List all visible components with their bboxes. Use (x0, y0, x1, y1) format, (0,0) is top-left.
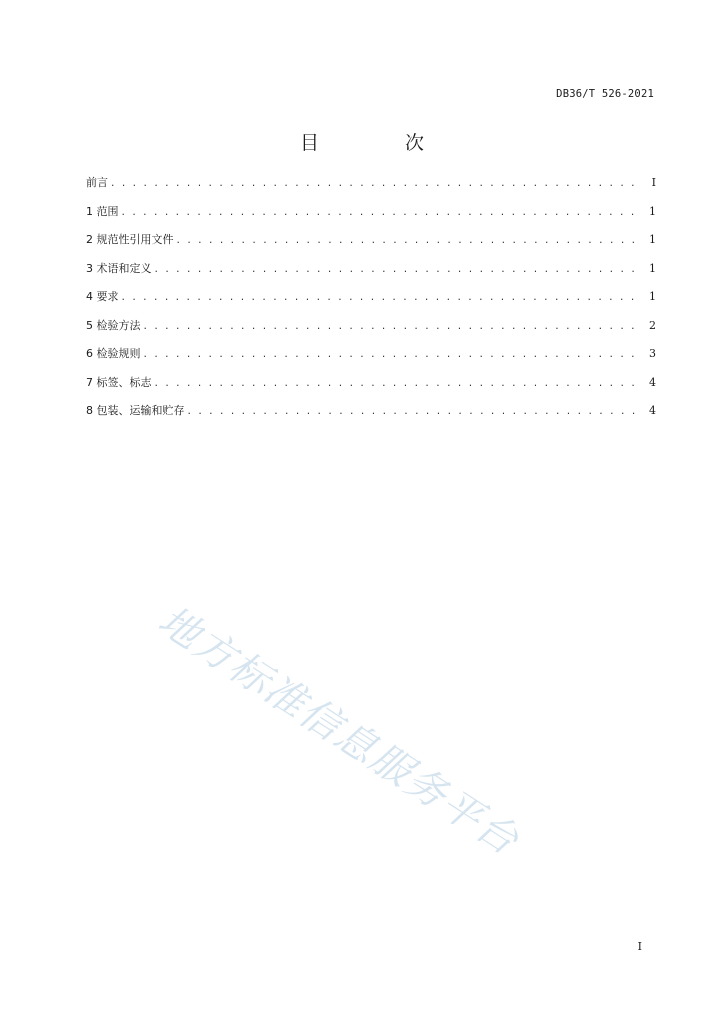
toc-entry-scope[interactable] (86, 205, 656, 234)
toc-entry-label: 8 包装、运输和贮存 (86, 404, 185, 417)
toc-entry-label: 前言 (86, 176, 108, 189)
toc-entry-labels-marks[interactable] (86, 376, 656, 405)
toc-entry-requirements[interactable] (86, 290, 656, 319)
toc-leader-dots (176, 234, 639, 248)
toc-leader-dots (143, 320, 639, 334)
toc-entry-label: 5 检验方法 (86, 318, 141, 332)
toc-title: 目 次 (299, 132, 465, 154)
toc-leader-dots (154, 377, 639, 391)
toc-entry-page: I (651, 176, 656, 189)
table-of-contents (86, 176, 656, 433)
watermark: 地方标准信息服务平台 (150, 597, 528, 865)
toc-entry-foreword[interactable] (86, 176, 656, 205)
toc-entry-label: 4 要求 (86, 290, 119, 303)
toc-leader-dots (154, 263, 639, 277)
toc-entry-label: 6 检验规则 (86, 347, 141, 360)
toc-entry-label: 2 规范性引用文件 (86, 233, 174, 246)
toc-leader-dots (121, 291, 639, 305)
toc-leader-dots (143, 348, 639, 362)
toc-entry-page: 4 (649, 404, 656, 417)
toc-entry-page: 1 (649, 204, 656, 218)
toc-entry-page: 1 (649, 290, 656, 303)
toc-leader-dots (110, 177, 638, 191)
toc-leader-dots (121, 206, 639, 220)
toc-entry-normative-references[interactable] (86, 233, 656, 262)
document-code: DB36/T 526-2021 (556, 88, 654, 100)
toc-entry-inspection-rules[interactable] (86, 347, 656, 376)
toc-entry-page: 1 (649, 233, 656, 246)
toc-entry-page: 2 (649, 318, 656, 332)
toc-entry-page: 4 (649, 375, 656, 389)
toc-entry-label: 7 标签、标志 (86, 375, 152, 389)
toc-entry-label: 1 范围 (86, 204, 119, 218)
toc-leader-dots (187, 405, 639, 419)
toc-entry-label: 3 术语和定义 (86, 261, 152, 275)
toc-entry-page: 1 (649, 261, 656, 275)
toc-entry-terms-definitions[interactable] (86, 262, 656, 291)
toc-entry-page: 3 (649, 347, 656, 360)
toc-entry-packaging-transport-storage[interactable] (86, 404, 656, 433)
page-number: I (637, 940, 642, 953)
toc-entry-test-methods[interactable] (86, 319, 656, 348)
